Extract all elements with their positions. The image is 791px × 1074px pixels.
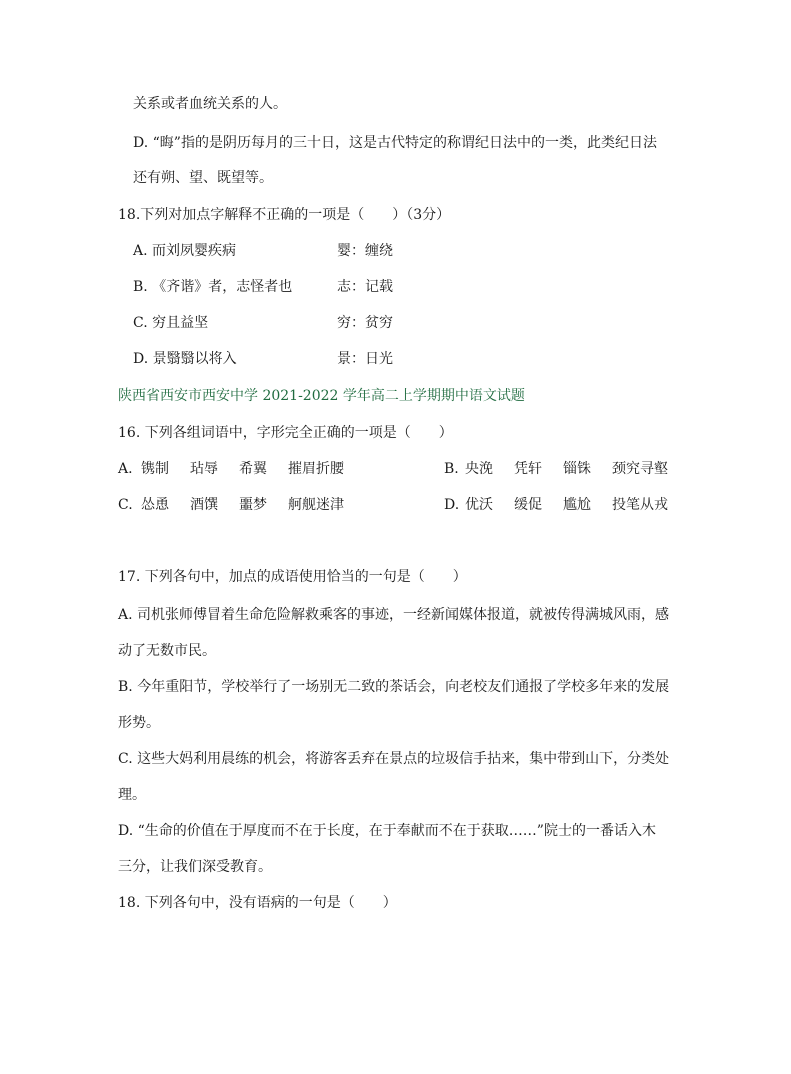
q18a-option-a-right: 婴：缠绕 — [337, 243, 393, 259]
q16-option-a-word-4: 摧眉折腰 — [288, 461, 344, 477]
q16-option-b-label: B. — [444, 461, 459, 477]
q16-option-b-word-4: 颈究寻壑 — [612, 461, 668, 477]
q18a-option-b-right: 志：记载 — [337, 279, 393, 295]
q16-option-a-word-2: 玷辱 — [190, 461, 218, 477]
q16-option-a-label: A. — [118, 461, 133, 477]
q16-option-a-word-1: 镌制 — [141, 461, 169, 477]
q18b-stem: 18. 下列各句中，没有语病的一句是（ ） — [118, 895, 397, 911]
q16-option-b-word-1: 央浼 — [465, 461, 493, 477]
q18a-option-b-left: B. 《齐谐》者，志怪者也 — [133, 279, 293, 295]
q17-option-b-line1: B. 今年重阳节，学校举行了一场别无二致的茶话会，向老校友们通报了学校多年来的发展 — [118, 679, 670, 695]
q16-option-d-word-1: 优沃 — [465, 497, 493, 513]
prev-option-d-line1: D. “晦”指的是阴历每月的三十日，这是古代特定的称谓纪日法中的一类，此类纪日法 — [133, 135, 657, 151]
q16-option-c-word-2: 酒馔 — [190, 497, 218, 513]
q17-option-b-line2: 形势。 — [118, 715, 160, 731]
q18a-option-c-right: 穷：贫穷 — [337, 315, 393, 331]
prev-option-d-line2: 还有朔、望、既望等。 — [133, 170, 273, 186]
q16-option-a-word-3: 希翼 — [239, 461, 267, 477]
q16-option-d-word-3: 尴尬 — [563, 497, 591, 513]
q17-option-c-line1: C. 这些大妈利用晨练的机会，将游客丢弃在景点的垃圾信手拈来，集中带到山下，分类处 — [118, 751, 670, 767]
q17-option-a-line1: A. 司机张师傅冒着生命危险解救乘客的事迹，一经新闻媒体报道，就被传得满城风雨，感 — [118, 607, 670, 623]
q17-option-c-line2: 理。 — [118, 787, 146, 803]
q16-option-d-word-2: 缓促 — [514, 497, 542, 513]
q16-option-c-word-3: 噩梦 — [239, 497, 267, 513]
q17-stem: 17. 下列各句中，加点的成语使用恰当的一句是（ ） — [118, 569, 467, 585]
q18a-option-c-left: C. 穷且益坚 — [133, 315, 209, 331]
source-heading: 陕西省西安市西安中学 2021-2022 学年高二上学期期中语文试题 — [118, 388, 525, 404]
q18a-stem: 18.下列对加点字解释不正确的一项是（ ）（3分） — [118, 207, 451, 223]
q18a-option-a-left: A. 而刘夙婴疾病 — [133, 243, 237, 259]
q16-option-d-label: D. — [444, 497, 460, 513]
q17-option-d-line2: 三分，让我们深受教育。 — [118, 859, 272, 875]
q16-option-c-label: C. — [118, 497, 133, 513]
q16-option-d-word-4: 投笔从戎 — [612, 497, 668, 513]
q18a-option-d-right: 景：日光 — [337, 351, 393, 367]
q16-option-b-word-2: 凭轩 — [514, 461, 542, 477]
prev-option-c-tail: 关系或者血统关系的人。 — [133, 96, 287, 112]
q16-option-c-word-1: 怂恿 — [141, 497, 169, 513]
q16-stem: 16. 下列各组词语中，字形完全正确的一项是（ ） — [118, 425, 453, 441]
q16-option-b-word-3: 锱铢 — [563, 461, 591, 477]
q17-option-a-line2: 动了无数市民。 — [118, 643, 216, 659]
q18a-option-d-left: D. 景翳翳以将入 — [133, 351, 237, 367]
q16-option-c-word-4: 舸舰迷津 — [288, 497, 344, 513]
q17-option-d-line1: D. “生命的价值在于厚度而不在于长度，在于奉献而不在于获取……”院士的一番话入木 — [118, 823, 656, 839]
